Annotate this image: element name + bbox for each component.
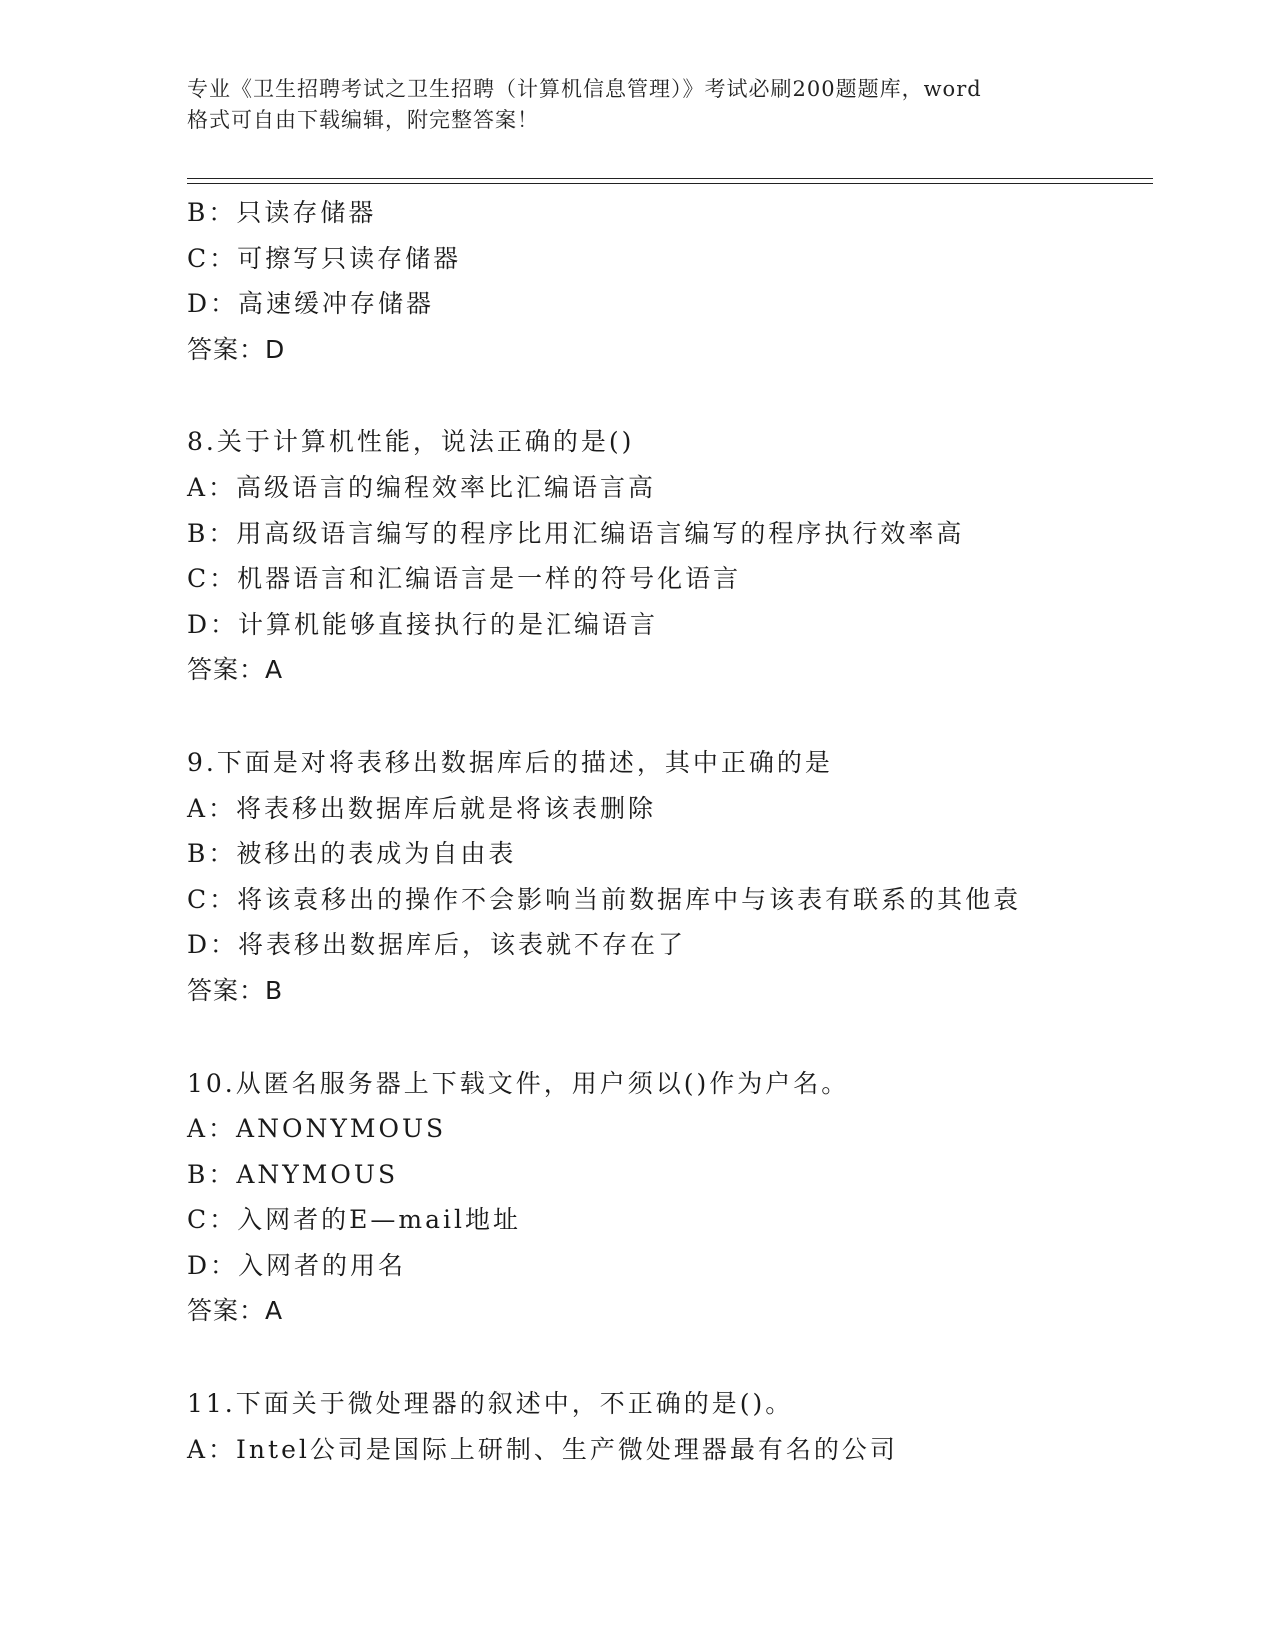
header-rule-bottom bbox=[187, 183, 1153, 184]
option-text: A：Intel公司是国际上研制、生产微处理器最有名的公司 bbox=[187, 1434, 898, 1464]
question-text: 11.下面关于微处理器的叙述中，不正确的是()。 bbox=[187, 1389, 794, 1419]
option-text: B：用高级语言编写的程序比用汇编语言编写的程序执行效率高 bbox=[187, 518, 965, 548]
question-text: 10.从匿名服务器上下载文件，用户须以()作为户名。 bbox=[187, 1068, 850, 1098]
question-block bbox=[187, 190, 1147, 372]
question-text: 8.关于计算机性能，说法正确的是() bbox=[187, 427, 635, 457]
block-spacer bbox=[187, 1014, 1147, 1061]
option-text: A：ANONYMOUS bbox=[187, 1114, 447, 1144]
answer-text: 答案：D bbox=[187, 334, 286, 364]
question-list bbox=[187, 190, 1147, 1472]
question-block bbox=[187, 419, 1147, 693]
document-header bbox=[187, 74, 1087, 136]
option-text: C：机器语言和汇编语言是一样的符号化语言 bbox=[187, 564, 742, 594]
question-block bbox=[187, 1381, 1147, 1472]
block-spacer bbox=[187, 372, 1147, 419]
header-line-1: 专业《卫生招聘考试之卫生招聘（计算机信息管理）》考试必刷200题题库，word bbox=[187, 77, 982, 101]
answer-text: 答案：A bbox=[187, 1296, 284, 1326]
question-text: 9.下面是对将表移出数据库后的描述，其中正确的是 bbox=[187, 747, 833, 777]
answer-text: 答案：A bbox=[187, 655, 284, 685]
option-text: D：计算机能够直接执行的是汇编语言 bbox=[187, 609, 659, 639]
option-text: B：只读存储器 bbox=[187, 198, 377, 227]
option-text: D：将表移出数据库后，该表就不存在了 bbox=[187, 930, 687, 960]
option-text: C：入网者的E—mail地址 bbox=[187, 1205, 521, 1235]
header-line-2: 格式可自由下载编辑，附完整答案！ bbox=[187, 108, 539, 132]
option-text: B：ANYMOUS bbox=[187, 1159, 399, 1189]
answer-text: 答案：B bbox=[187, 975, 284, 1005]
option-text: A：高级语言的编程效率比汇编语言高 bbox=[187, 472, 657, 502]
block-spacer bbox=[187, 693, 1147, 740]
option-text: B：被移出的表成为自由表 bbox=[187, 839, 517, 869]
option-text: A：将表移出数据库后就是将该表删除 bbox=[187, 793, 657, 823]
block-spacer bbox=[187, 1334, 1147, 1381]
question-block bbox=[187, 1061, 1147, 1335]
question-block bbox=[187, 740, 1147, 1014]
header-rule-top bbox=[187, 178, 1153, 179]
option-text: C：可擦写只读存储器 bbox=[187, 243, 462, 273]
option-text: D：入网者的用名 bbox=[187, 1250, 407, 1280]
option-text: D：高速缓冲存储器 bbox=[187, 289, 435, 319]
option-text: C：将该袁移出的操作不会影响当前数据库中与该表有联系的其他袁 bbox=[187, 884, 1022, 914]
